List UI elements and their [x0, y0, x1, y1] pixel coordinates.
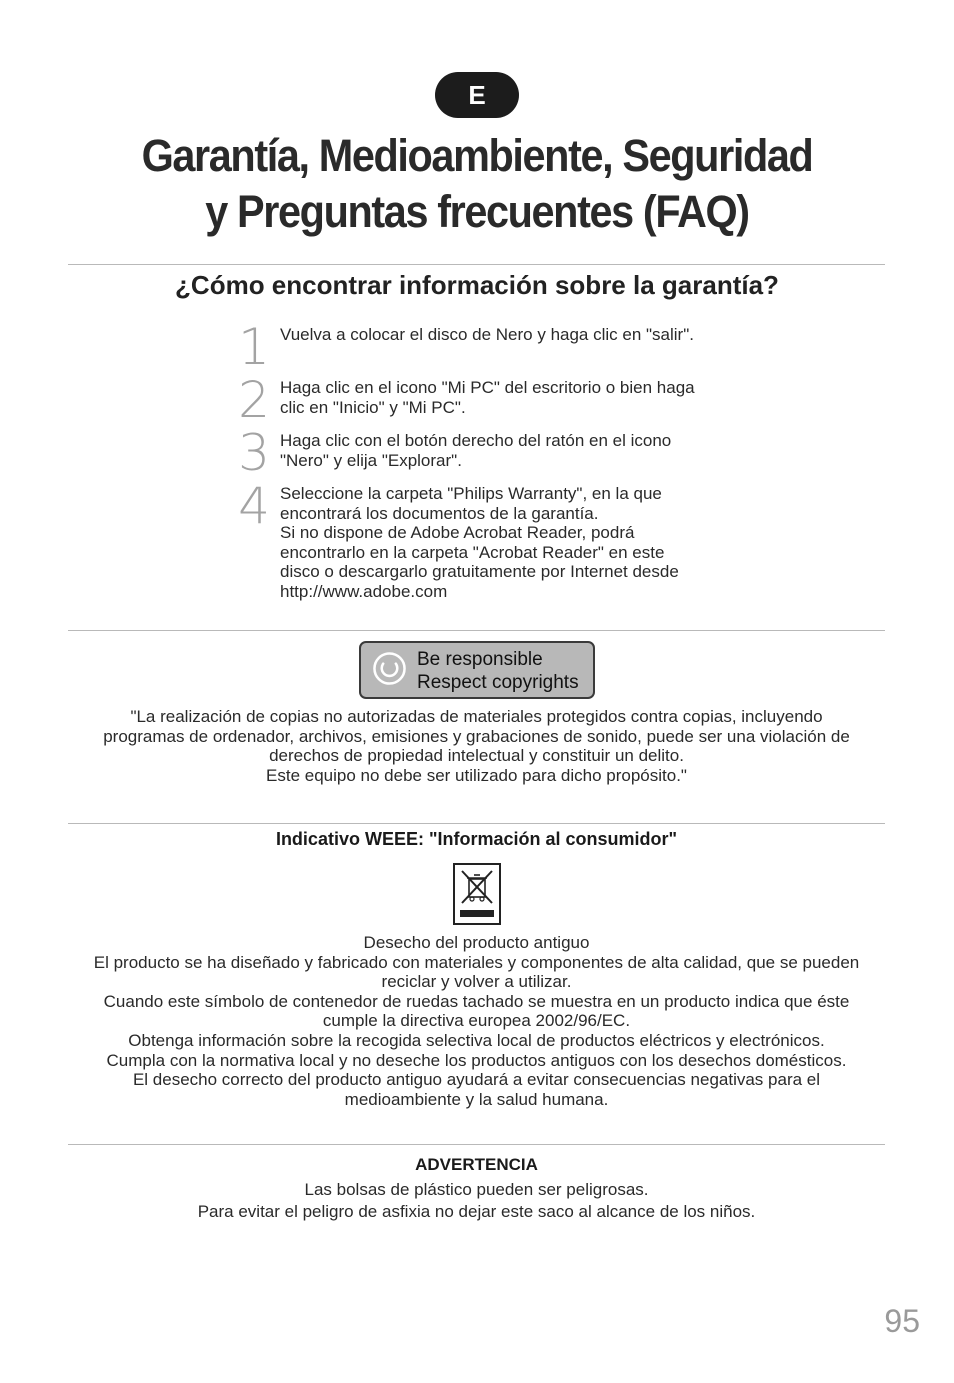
page-number: 95 [884, 1303, 920, 1339]
respect-copyrights-badge [359, 641, 595, 699]
language-badge-letter: E [468, 79, 486, 110]
step-line: "Nero" y elija "Explorar". [280, 450, 462, 470]
badge-line-1: Be responsible [417, 649, 543, 670]
weee-heading: Indicativo WEEE: "Información al consumidor" [275, 829, 678, 849]
copyright-swirl-icon [373, 652, 406, 685]
step-text [280, 484, 720, 601]
step-text [280, 378, 720, 417]
divider [68, 1144, 885, 1145]
step-number: 2 [238, 371, 270, 429]
step-line: encontrarlo en la carpeta "Acrobat Reader" en este [280, 542, 665, 562]
page-title-line-2: y Preguntas frecuentes (FAQ) [205, 186, 749, 237]
weee-line: medioambiente y la salud humana. [344, 1089, 609, 1109]
warning-line: Para evitar el peligro de asfixia no dejar este saco al alcance de los niños. [197, 1202, 756, 1221]
language-badge [435, 72, 519, 118]
step-line: Seleccione la carpeta "Philips Warranty", en la que [280, 484, 662, 503]
step-line: encontrará los documentos de la garantía. [280, 503, 599, 523]
badge-text [417, 648, 579, 694]
step-text [280, 431, 720, 470]
step-number: 1 [238, 318, 270, 376]
weee-line: reciclar y volver a utilizar. [381, 972, 572, 992]
weee-line: Cuando este símbolo de contenedor de ruedas tachado se muestra en un producto indica que éste [103, 991, 850, 1011]
page-title-line-1: Garantía, Medioambiente, Seguridad [141, 130, 813, 181]
weee-line: cumple la directiva europea 2002/96/EC. [322, 1011, 631, 1031]
step-line: http://www.adobe.com [280, 581, 448, 601]
weee-line: El desecho correcto del producto antiguo ayudará a evitar consecuencias negativas para el [132, 1070, 821, 1090]
divider [68, 823, 885, 824]
badge-line-2: Respect copyrights [417, 672, 579, 693]
weee-line: Obtenga información sobre la recogida selectiva local de productos eléctricos y electrónicos. [128, 1030, 825, 1050]
step-text [280, 325, 720, 345]
warranty-heading: ¿Cómo encontrar información sobre la garantía? [175, 270, 779, 300]
step-line: Vuelva a colocar el disco de Nero y haga clic en "salir". [280, 325, 694, 344]
weee-body [68, 933, 885, 1109]
notice-line: Este equipo no debe ser utilizado para dicho propósito." [266, 765, 687, 785]
divider [68, 630, 885, 631]
step-line: Haga clic con el botón derecho del ratón en el icono [280, 431, 672, 450]
notice-line: "La realización de copias no autorizadas de materiales protegidos contra copias, incluyendo [130, 707, 823, 726]
notice-line: derechos de propiedad intelectual y constituir un delito. [269, 746, 684, 766]
step-line: Haga clic en el icono "Mi PC" del escritorio o bien haga [280, 378, 695, 397]
copyright-notice [68, 707, 885, 785]
divider [68, 264, 885, 265]
warning-line: Las bolsas de plástico pueden ser peligrosas. [304, 1180, 649, 1199]
weee-line: Cumpla con la normativa local y no deseche los productos antiguos con los desechos domésticos. [106, 1050, 847, 1070]
step-line: Si no dispone de Adobe Acrobat Reader, podrá [280, 523, 635, 542]
step-number: 3 [238, 424, 270, 482]
weee-subheading: Desecho del producto antiguo [363, 933, 590, 952]
step-number: 4 [238, 477, 270, 535]
step-line: disco o descargarlo gratuitamente por Internet desde [280, 562, 679, 581]
crossed-wheelie-bin-icon [453, 863, 501, 925]
warning-heading: ADVERTENCIA [415, 1155, 538, 1174]
notice-line: programas de ordenador, archivos, emisiones y grabaciones de sonido, puede ser una violación de [103, 726, 850, 746]
step-line: clic en "Inicio" y "Mi PC". [280, 397, 466, 417]
warning-body [68, 1179, 885, 1223]
page-title [93, 128, 860, 240]
weee-line: El producto se ha diseñado y fabricado con materiales y componentes de alta calidad, que se pueden [93, 952, 860, 972]
